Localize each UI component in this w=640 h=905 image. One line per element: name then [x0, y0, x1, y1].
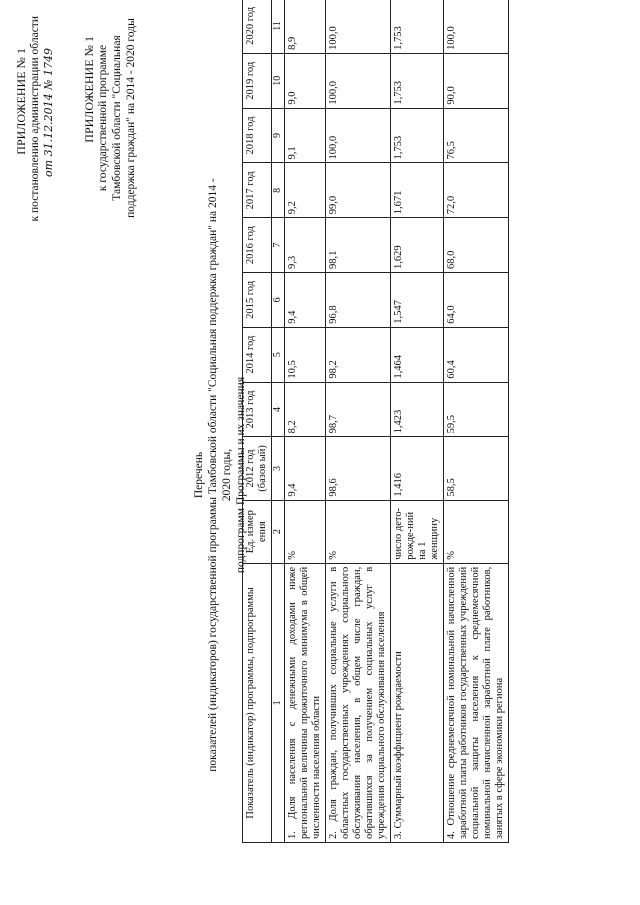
indicator-name: 2. Доля граждан, получивших социальные услуги в областных государственных учреждениях социального обслуживания населения, в общем числе граждан, обратившихся за получением социальных услуг в учреждения социального обслуживания населения [326, 563, 391, 842]
indicator-name: 3. Суммарный коэффициент рождаемости [391, 563, 444, 842]
value-cell: 1,753 [391, 0, 444, 53]
value-cell: 68,0 [444, 218, 509, 273]
value-cell: 1,423 [391, 382, 444, 437]
value-cell: 8,9 [285, 0, 326, 53]
col-header-year: 2017 год [243, 163, 272, 218]
value-cell: 9,0 [285, 53, 326, 108]
value-cell: 90,0 [444, 53, 509, 108]
col-header-year: 2020 год [243, 0, 272, 53]
value-cell: 59,5 [444, 382, 509, 437]
index-cell: 2 [272, 500, 285, 563]
value-cell: 58,5 [444, 437, 509, 500]
index-cell: 4 [272, 382, 285, 437]
index-cell: 5 [272, 327, 285, 382]
col-header-year: 2019 год [243, 53, 272, 108]
value-cell: 9,3 [285, 218, 326, 273]
table-row [444, 0, 509, 843]
value-cell: 98,6 [326, 437, 391, 500]
col-header-year: 2012 год (базов ый) [243, 437, 272, 500]
index-cell: 6 [272, 273, 285, 328]
value-cell: 10,5 [285, 327, 326, 382]
value-cell: 1,753 [391, 108, 444, 163]
indicator-name: 4. Отношение среднемесячной номинальной начисленной заработной платы работников государственных учреждений социальной защиты населения к среднемесячной номинальной начисленной заработной плате работников, занятых в сфере экономики региона [444, 563, 509, 842]
value-cell: 1,753 [391, 53, 444, 108]
value-cell: 1,464 [391, 327, 444, 382]
appendix-1-subtitle: к постановлению администрации области [29, 16, 41, 222]
value-cell: 100,0 [326, 108, 391, 163]
col-header-year: 2018 год [243, 108, 272, 163]
value-cell: 1,629 [391, 218, 444, 273]
appendix-1-handwritten-date: от 31.12.2014 № 1749 [42, 48, 55, 177]
value-cell: 1,547 [391, 273, 444, 328]
value-cell: 1,416 [391, 437, 444, 500]
appendix-1-title: ПРИЛОЖЕНИЕ № 1 [14, 48, 28, 155]
value-cell: 64,0 [444, 273, 509, 328]
value-cell: 100,0 [326, 53, 391, 108]
index-cell: 7 [272, 218, 285, 273]
table-header-row [243, 0, 272, 843]
unit-cell: число дето-рожде-ний на 1 женщину [391, 500, 444, 563]
col-header-unit: Ед. измер ения [243, 500, 272, 563]
value-cell: 96,8 [326, 273, 391, 328]
index-cell: 10 [272, 53, 285, 108]
value-cell: 98,1 [326, 218, 391, 273]
value-cell: 1,671 [391, 163, 444, 218]
value-cell: 9,4 [285, 273, 326, 328]
unit-cell: % [326, 500, 391, 563]
appendix-2-header [82, 8, 138, 228]
col-header-indicator: Показатель (индикатор) программы, подпрограммы [243, 563, 272, 842]
title-line: Перечень [193, 451, 205, 499]
value-cell: 99,0 [326, 163, 391, 218]
index-cell: 11 [272, 0, 285, 53]
indicators-table [242, 0, 509, 843]
table-row [326, 0, 391, 843]
appendix-2-title: ПРИЛОЖЕНИЕ № 1 [82, 36, 96, 143]
value-cell: 100,0 [444, 0, 509, 53]
table-row [285, 0, 326, 843]
value-cell: 60,4 [444, 327, 509, 382]
value-cell: 100,0 [326, 0, 391, 53]
appendix-2-line: Тамбовской области "Социальная [111, 35, 123, 201]
value-cell: 9,4 [285, 437, 326, 500]
appendix-2-line: поддержка граждан" на 2014 - 2020 годы [125, 18, 137, 218]
value-cell: 9,1 [285, 108, 326, 163]
unit-cell: % [444, 500, 509, 563]
title-line: показателей (индикаторов) государственной программы Тамбовской области "Социальная поддержка граждан" на 2014 - 2020 годы, [207, 178, 233, 772]
document-title [192, 175, 248, 775]
column-index-row [272, 0, 285, 843]
title-line: подпрограмм Программы и их значения [235, 376, 247, 574]
value-cell: 76,5 [444, 108, 509, 163]
col-header-year: 2015 год [243, 273, 272, 328]
unit-cell: % [285, 500, 326, 563]
value-cell: 72,0 [444, 163, 509, 218]
col-header-year: 2014 год [243, 327, 272, 382]
index-cell: 1 [272, 563, 285, 842]
index-cell: 8 [272, 163, 285, 218]
appendix-2-line: к государственной программе [97, 44, 109, 192]
col-header-year: 2013 год [243, 382, 272, 437]
indicator-name: 1. Доля населения с денежными доходами ниже региональной величины прожиточного минимума в общей численности населения области [285, 563, 326, 842]
index-cell: 3 [272, 437, 285, 500]
col-header-year: 2016 год [243, 218, 272, 273]
value-cell: 98,7 [326, 382, 391, 437]
value-cell: 8,2 [285, 382, 326, 437]
index-cell: 9 [272, 108, 285, 163]
appendix-1-header [14, 8, 56, 308]
value-cell: 9,2 [285, 163, 326, 218]
table-row [391, 0, 444, 843]
value-cell: 98,2 [326, 327, 391, 382]
